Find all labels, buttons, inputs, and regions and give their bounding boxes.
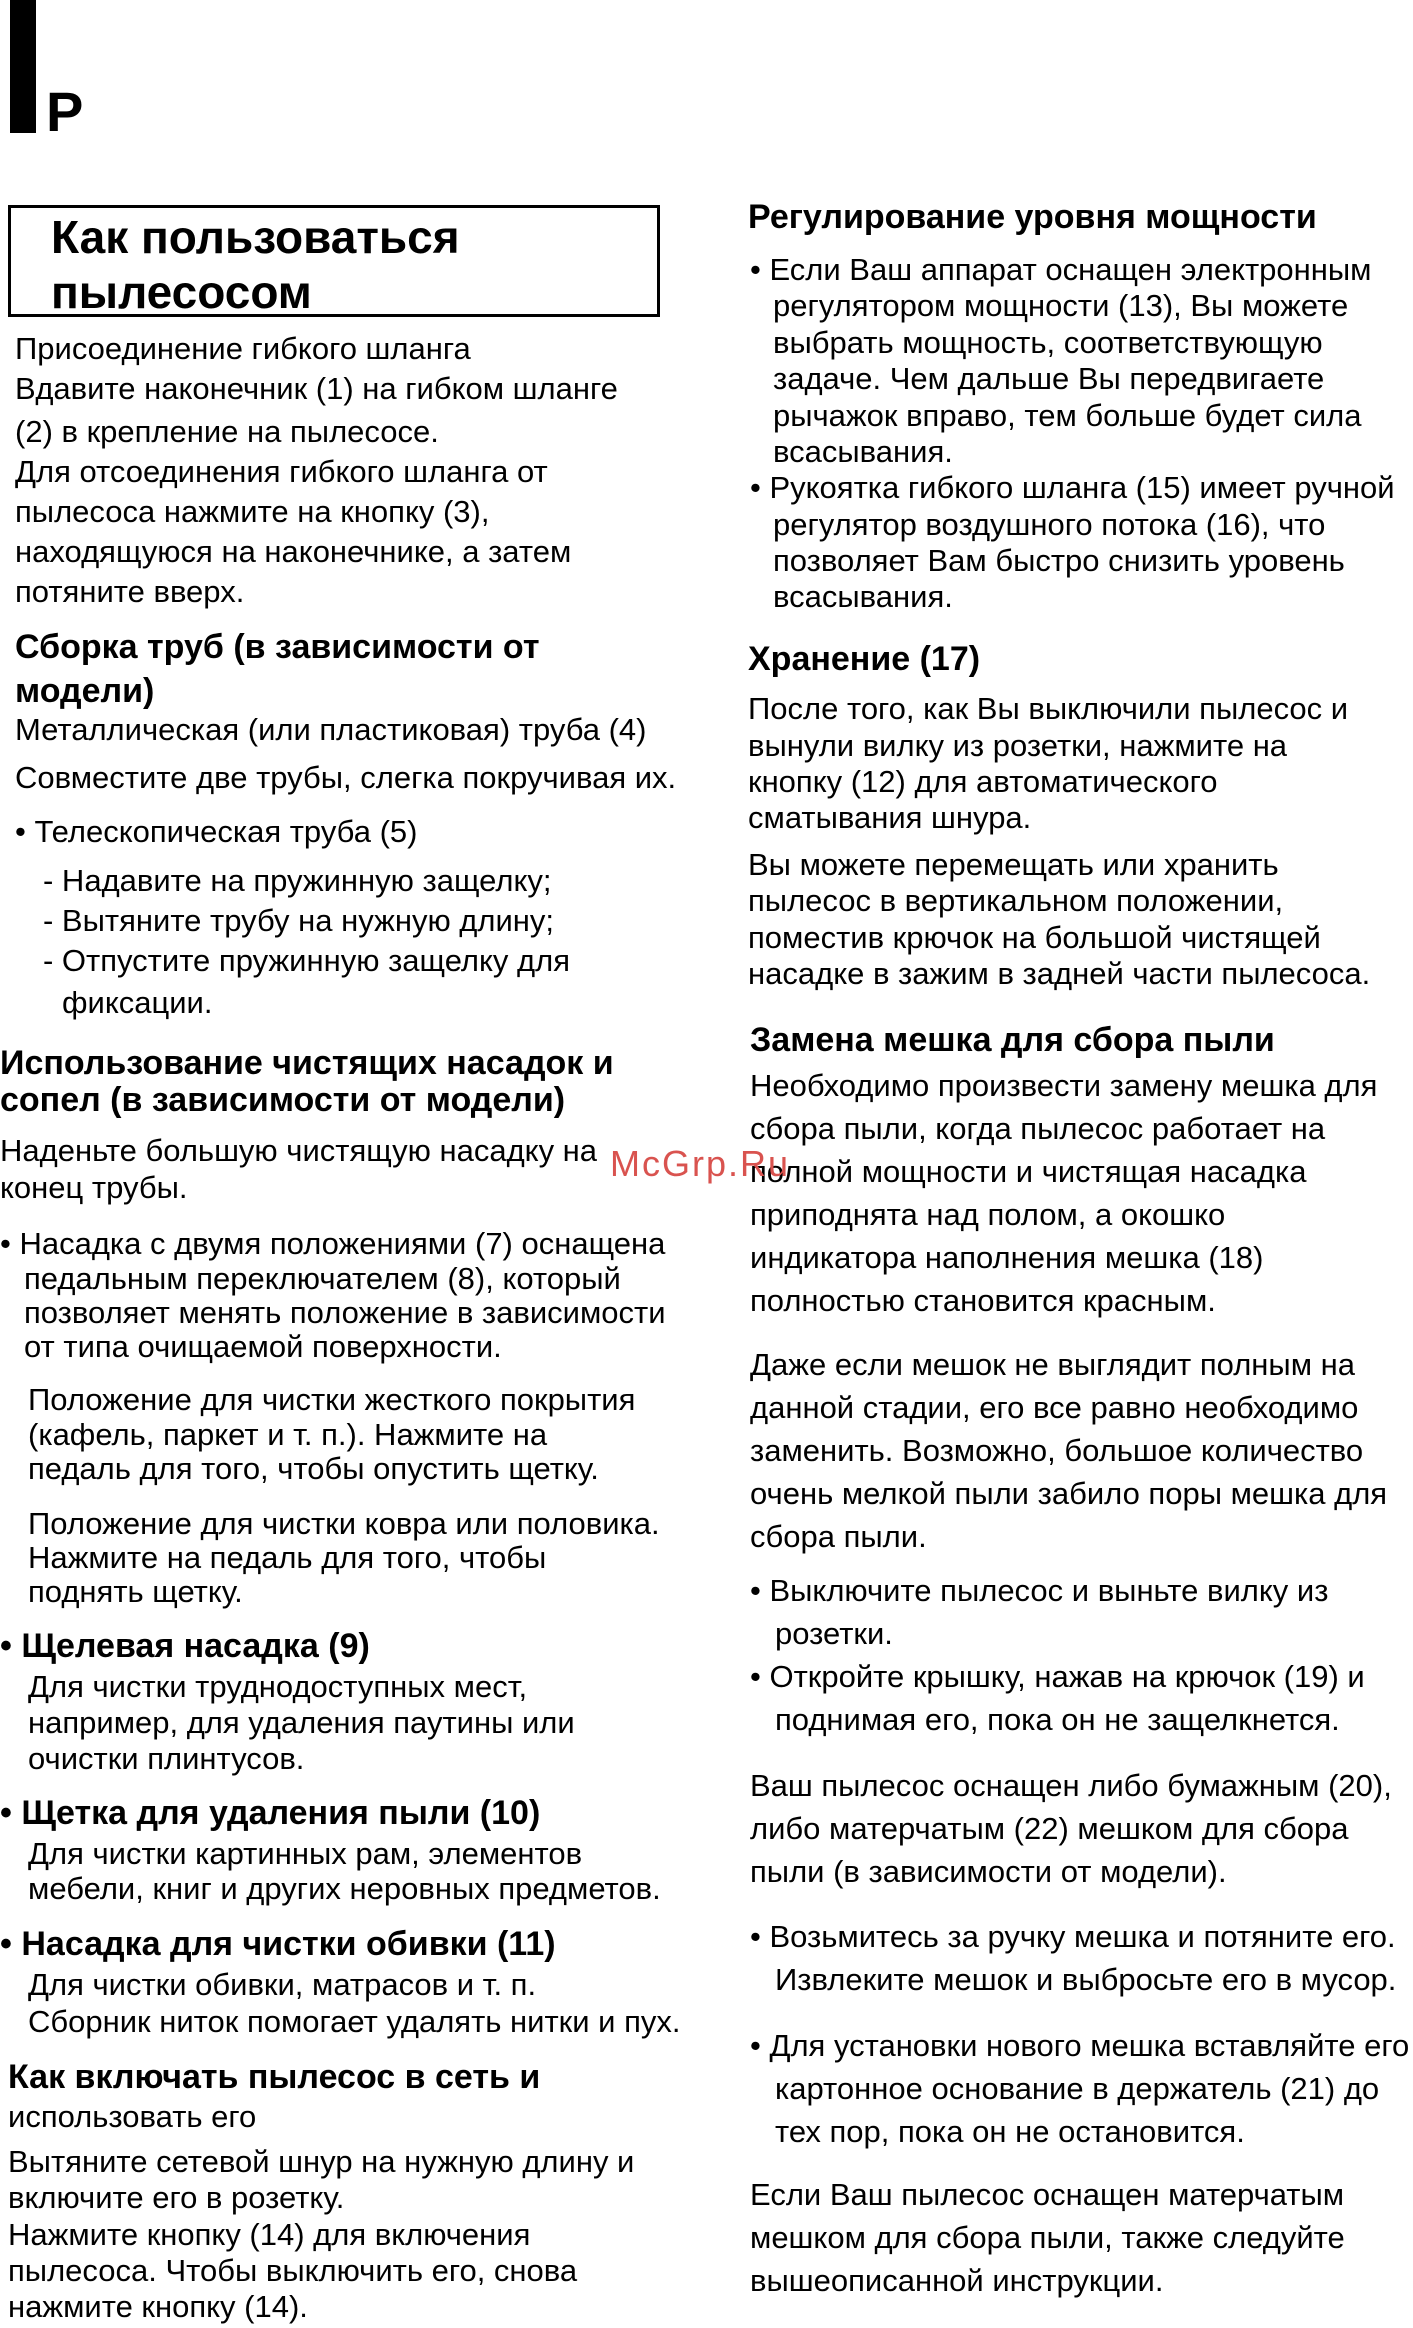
bag-text-line: приподнята над полом, а окошко <box>750 1197 1226 1232</box>
hose-heading: Присоединение гибкого шланга <box>15 331 471 366</box>
power-text-line: всасывания. <box>773 579 953 614</box>
bag-text-line: полностью становится красным. <box>750 1283 1216 1318</box>
power-text-line: всасывания. <box>773 434 953 469</box>
power-text-line: регулятор воздушного потока (16), что <box>773 507 1326 542</box>
language-code: P <box>46 80 84 143</box>
watermark: McGrp.Ru <box>610 1143 791 1184</box>
nozzles-text-line: конец трубы. <box>0 1170 188 1205</box>
nozzles-heading: Использование чистящих насадок и <box>0 1044 614 1082</box>
storage-text-line: сматывания шнура. <box>748 800 1032 835</box>
tubes-text-line: • Телескопическая труба (5) <box>15 814 418 849</box>
plugin-heading: Как включать пылесос в сеть и <box>8 2058 541 2096</box>
power-text-line: рычажок вправо, тем больше будет сила <box>773 398 1362 433</box>
tubes-text-line: фиксации. <box>62 985 213 1020</box>
nozzles-text-line: (кафель, паркет и т. п.). Нажмите на <box>28 1417 548 1452</box>
bag-text-line: картонное основание в держатель (21) до <box>775 2071 1380 2106</box>
tubes-heading: Сборка труб (в зависимости от <box>15 628 540 666</box>
bag-text-line: мешком для сбора пыли, также следуйте <box>750 2220 1345 2255</box>
bag-text-line: розетки. <box>775 1616 893 1651</box>
tubes-text-line: - Надавите на пружинную защелку; <box>43 863 552 898</box>
bag-text-line: заменить. Возможно, большое количество <box>750 1433 1364 1468</box>
storage-text-line: Вы можете перемещать или хранить <box>748 847 1279 882</box>
storage-text-line: После того, как Вы выключили пылесос и <box>748 691 1349 726</box>
tubes-text-line: - Отпустите пружинную защелку для <box>43 943 570 978</box>
nozzles-text-line: • Насадка с двумя положениями (7) оснащена <box>0 1226 666 1261</box>
nozzles-text-line: Наденьте большую чистящую насадку на <box>0 1133 598 1168</box>
nozzles-heading: сопел (в зависимости от модели) <box>0 1081 566 1119</box>
page-title-line-2: пылесосом <box>51 266 312 318</box>
bag-text-line: тех пор, пока он не остановится. <box>775 2114 1245 2149</box>
bag-text-line: данной стадии, его все равно необходимо <box>750 1390 1359 1425</box>
crevice-text-line: например, для удаления паутины или <box>28 1705 575 1740</box>
bag-text-line: сбора пыли, когда пылесос работает на <box>750 1111 1326 1146</box>
nozzles-text-line: педаль для того, чтобы опустить щетку. <box>28 1451 599 1486</box>
storage-heading: Хранение (17) <box>748 640 981 678</box>
bag-text-line: Если Ваш пылесос оснащен матерчатым <box>750 2177 1345 2212</box>
nozzles-text-line: педальным переключателем (8), который <box>24 1261 621 1296</box>
nozzles-text-line: Положение для чистки ковра или половика. <box>28 1506 660 1541</box>
bag-text-line: • Возьмитесь за ручку мешка и потяните его. <box>750 1919 1396 1954</box>
bag-text-line: пыли (в зависимости от модели). <box>750 1854 1227 1889</box>
plugin-text-line: нажмите кнопку (14). <box>8 2289 308 2324</box>
storage-text-line: вынули вилку из розетки, нажмите на <box>748 728 1288 763</box>
hose-text-line: Вдавите наконечник (1) на гибком шланге <box>15 371 618 406</box>
plugin-text-line: Вытяните сетевой шнур на нужную длину и <box>8 2144 635 2179</box>
nozzles-text-line: поднять щетку. <box>28 1574 243 1609</box>
hose-text-line: потяните вверх. <box>15 574 245 609</box>
tubes-text-line: Металлическая (или пластиковая) труба (4) <box>15 712 647 747</box>
bag-text-line: Даже если мешок не выглядит полным на <box>750 1347 1355 1382</box>
power-text-line: • Рукоятка гибкого шланга (15) имеет ручной <box>750 470 1395 505</box>
crevice-heading: • Щелевая насадка (9) <box>0 1627 370 1665</box>
bag-text-line: Необходимо произвести замену мешка для <box>750 1068 1378 1103</box>
plugin-text-line: Нажмите кнопку (14) для включения <box>8 2217 531 2252</box>
brush-heading: • Щетка для удаления пыли (10) <box>0 1794 541 1832</box>
upholstery-text-line: Для чистки обивки, матрасов и т. п. <box>28 1967 537 2002</box>
bag-text-line: либо матерчатым (22) мешком для сбора <box>750 1811 1349 1846</box>
power-heading: Регулирование уровня мощности <box>748 198 1317 236</box>
plugin-text-line: использовать его <box>8 2099 257 2134</box>
hose-text-line: пылесоса нажмите на кнопку (3), <box>15 494 490 529</box>
storage-text-line: поместив крючок на большой чистящей <box>748 920 1321 955</box>
bag-text-line: сбора пыли. <box>750 1519 927 1554</box>
power-text-line: регулятором мощности (13), Вы можете <box>773 288 1349 323</box>
bag-text-line: индикатора наполнения мешка (18) <box>750 1240 1264 1275</box>
power-text-line: • Если Ваш аппарат оснащен электронным <box>750 252 1372 287</box>
tubes-text-line: Совместите две трубы, слегка покручивая их. <box>15 760 677 795</box>
storage-text-line: насадке в зажим в задней части пылесоса. <box>748 956 1371 991</box>
upholstery-text-line: Сборник ниток помогает удалять нитки и пух. <box>28 2004 681 2039</box>
hose-text-line: находящуюся на наконечнике, а затем <box>15 534 572 569</box>
bag-text-line: Извлеките мешок и выбросьте его в мусор. <box>775 1962 1397 1997</box>
crevice-text-line: очистки плинтусов. <box>28 1741 305 1776</box>
brush-text-line: Для чистки картинных рам, элементов <box>28 1836 583 1871</box>
upholstery-heading: • Насадка для чистки обивки (11) <box>0 1925 556 1963</box>
brush-text-line: мебели, книг и других неровных предметов. <box>28 1871 661 1906</box>
plugin-text-line: пылесоса. Чтобы выключить его, снова <box>8 2253 578 2288</box>
crevice-text-line: Для чистки труднодоступных мест, <box>28 1669 528 1704</box>
power-text-line: позволяет Вам быстро снизить уровень <box>773 543 1345 578</box>
tubes-heading: модели) <box>15 672 155 710</box>
language-marker-bar <box>10 0 36 133</box>
nozzles-text-line: Нажмите на педаль для того, чтобы <box>28 1540 547 1575</box>
storage-text-line: кнопку (12) для автоматического <box>748 764 1218 799</box>
bag-text-line: очень мелкой пыли забило поры мешка для <box>750 1476 1388 1511</box>
hose-text-line: (2) в крепление на пылесосе. <box>15 414 439 449</box>
plugin-text-line: включите его в розетку. <box>8 2180 345 2215</box>
section-title-box <box>8 205 660 317</box>
nozzles-text-line: Положение для чистки жесткого покрытия <box>28 1382 636 1417</box>
bag-text-line: • Для установки нового мешка вставляйте его <box>750 2028 1410 2063</box>
hose-text-line: Для отсоединения гибкого шланга от <box>15 454 548 489</box>
power-text-line: задаче. Чем дальше Вы передвигаете <box>773 361 1325 396</box>
bag-heading: Замена мешка для сбора пыли <box>750 1021 1275 1059</box>
page-title-line-1: Как пользоваться <box>51 211 460 263</box>
bag-text-line: • Откройте крышку, нажав на крючок (19) и <box>750 1659 1365 1694</box>
storage-text-line: пылесос в вертикальном положении, <box>748 883 1284 918</box>
nozzles-text-line: от типа очищаемой поверхности. <box>24 1329 502 1364</box>
bag-text-line: полной мощности и чистящая насадка <box>750 1154 1307 1189</box>
tubes-text-line: - Вытяните трубу на нужную длину; <box>43 903 555 938</box>
bag-text-line: поднимая его, пока он не защелкнется. <box>775 1702 1340 1737</box>
nozzles-text-line: позволяет менять положение в зависимости <box>24 1295 666 1330</box>
bag-text-line: Ваш пылесос оснащен либо бумажным (20), <box>750 1768 1392 1803</box>
power-text-line: выбрать мощность, соответствующую <box>773 325 1323 360</box>
bag-text-line: вышеописанной инструкции. <box>750 2263 1164 2298</box>
bag-text-line: • Выключите пылесос и выньте вилку из <box>750 1573 1329 1608</box>
